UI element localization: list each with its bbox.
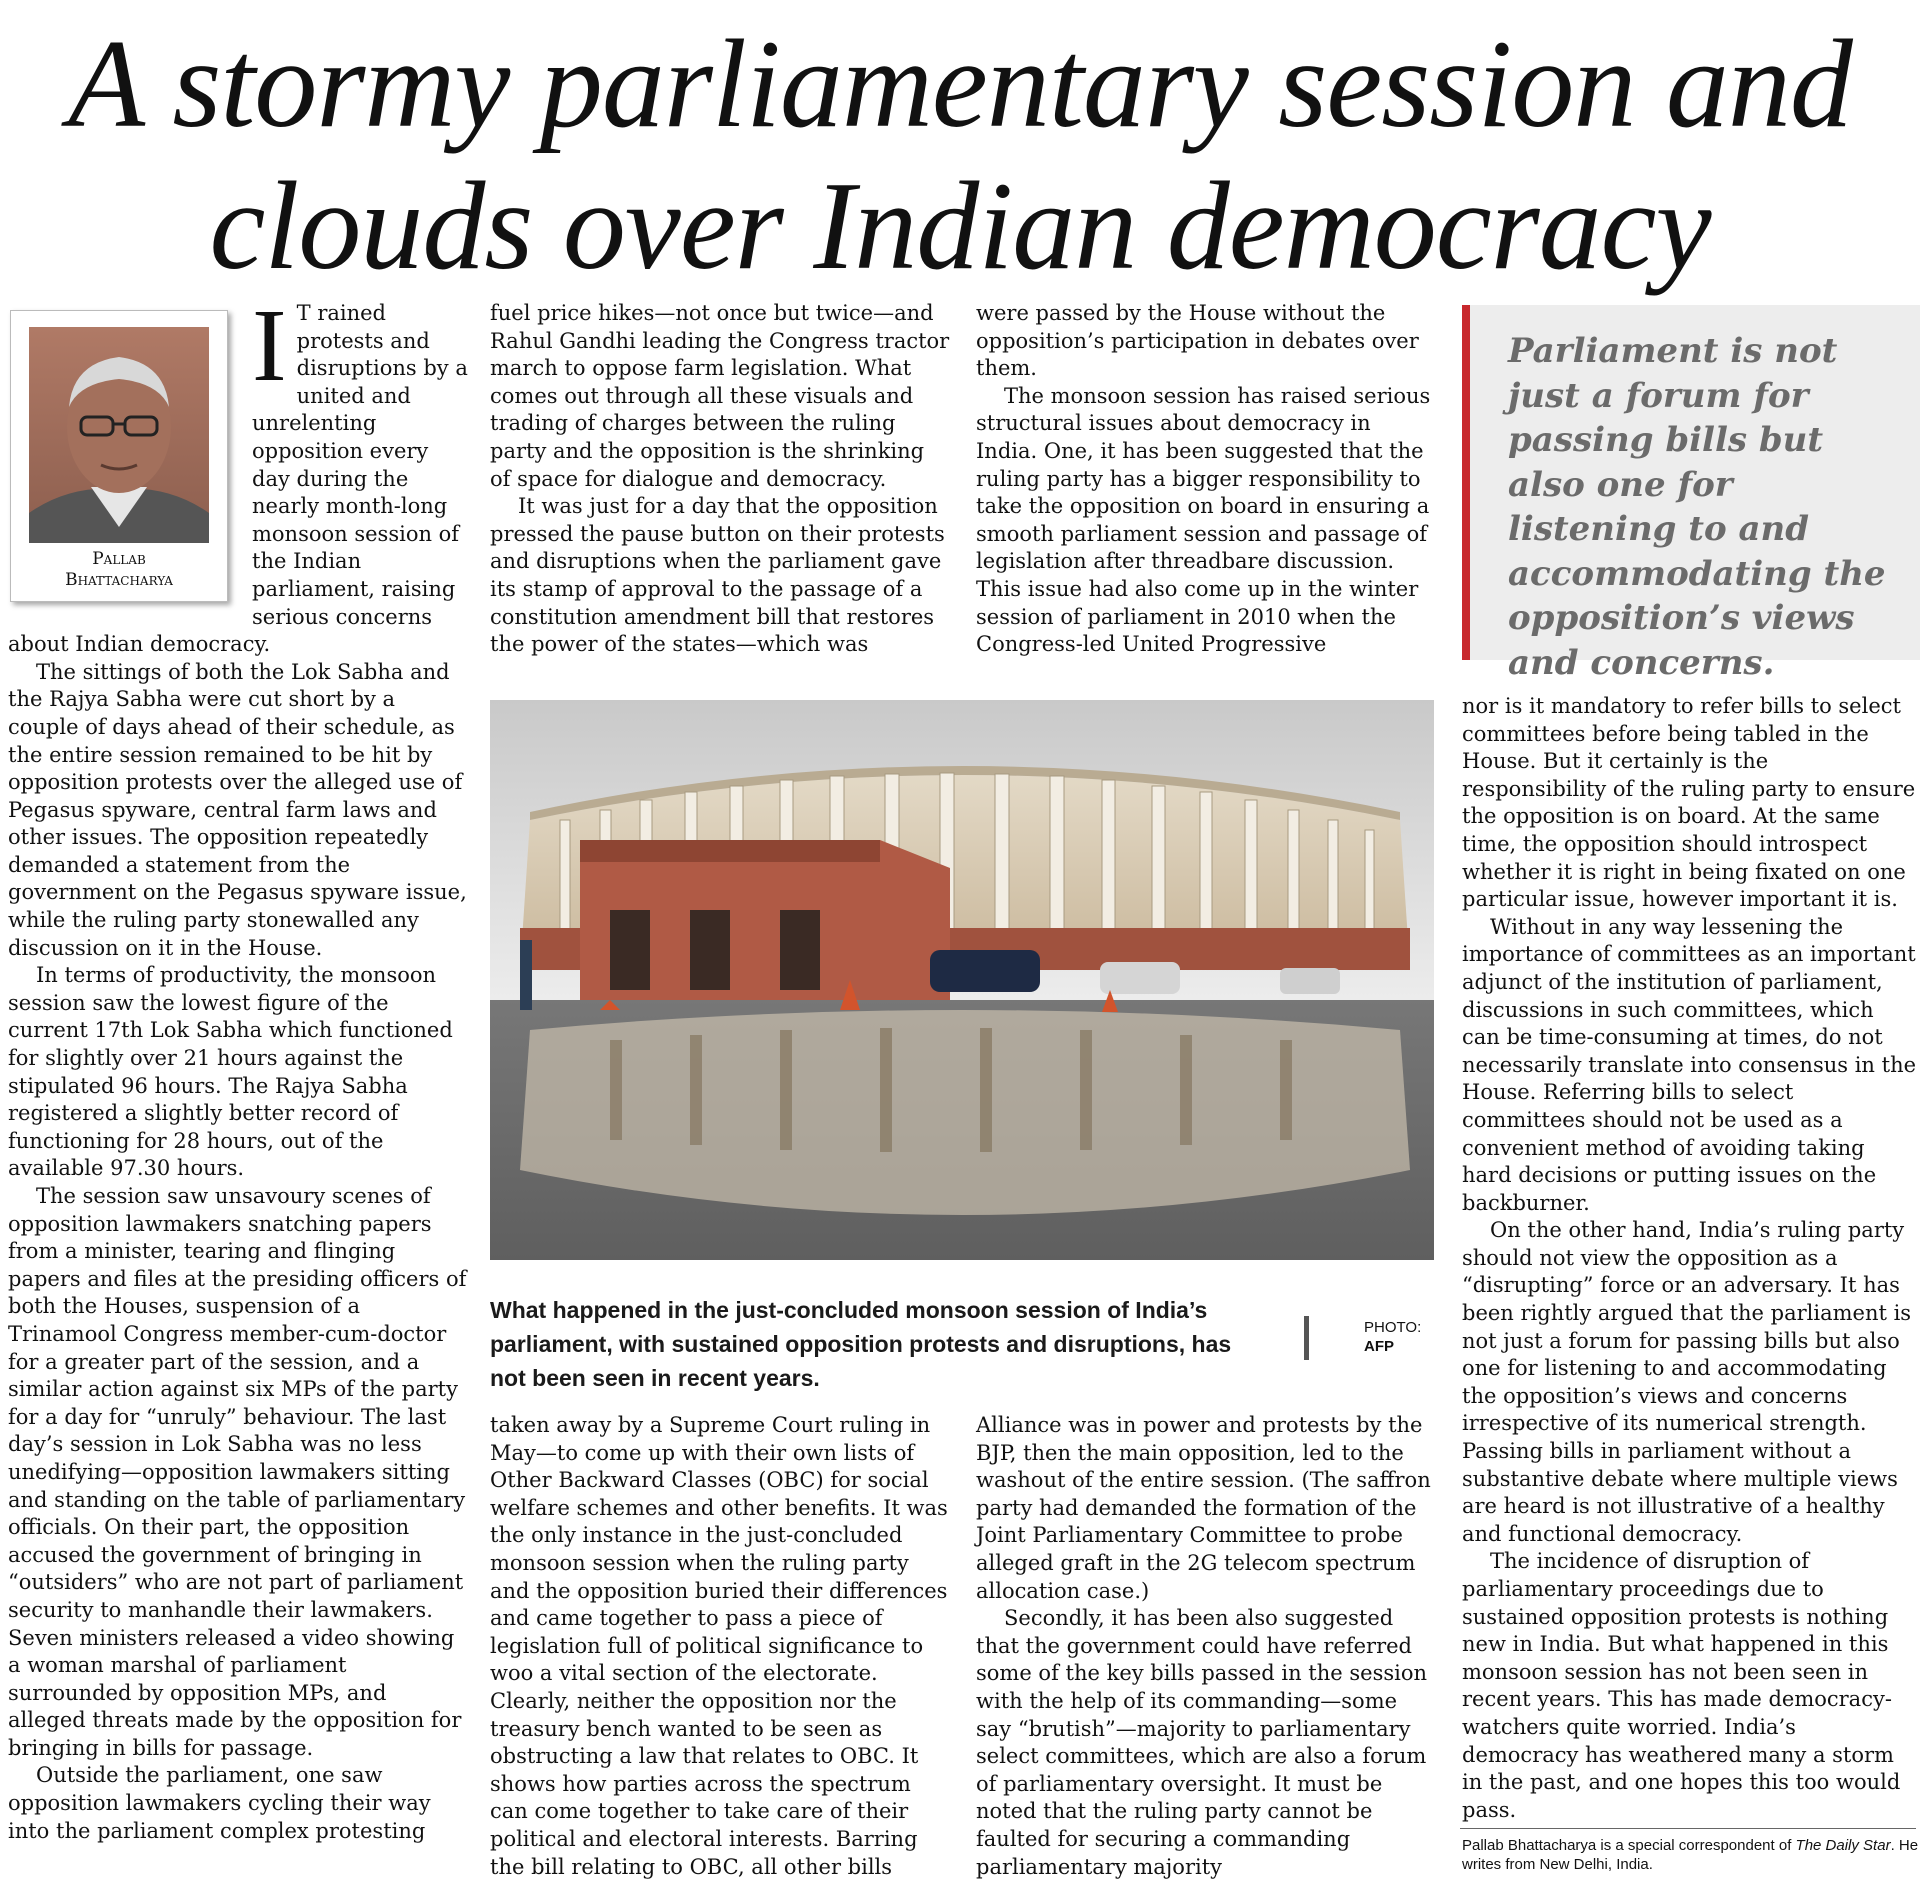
column-4 [1462,693,1918,1824]
paragraph-3: In terms of productivity, the monsoon session saw the lowest figure of the current 17th Lok Sabha which functioned for slightly over 21 hours against the stipulated 96 hours. The Rajya Sabha registered a slightly better record of functioning for 28 hours, out of the available 97.30 hours. [8,963,453,1181]
drop-cap: I [252,288,287,403]
author-bio [1462,1836,1920,1874]
paragraph-c2-bottom-cont: taken away by a Supreme Court ruling in May—to come up with their own lists of Other Backward Classes (OBC) for social welfare schemes and other benefits. It was the only instance in the just-concluded monsoon session when the ruling party and the opposition buried their differences and came together to pass a piece of legislation full of political significance to woo a vital section of the electorate. Clearly, neither the opposition nor the treasury bench wanted to be seen as obstructing a law that relates to OBC. It shows how parties across the spectrum can come together to take care of their political and electoral interests. Barring the bill relating to OBC, all other bills [490,1413,948,1879]
headline [0,14,1920,298]
paragraph-c2-cont: fuel price hikes—not once but twice—and Rahul Gandhi leading the Congress tractor march to oppose farm legislation. What comes out through all these visuals and trading of charges between the ruling party and the opposition is the shrinking of space for dialogue and democracy. [490,301,950,491]
paragraph-2: The sittings of both the Lok Sabha and the Rajya Sabha were cut short by a couple of days ahead of their schedule, as the entire session remained to be hit by opposition protests over the alleged use of Pegasus spyware, central farm laws and other issues. The opposition repeatedly demanded a statement from the government on the Pegasus spyware issue, while the ruling party stonewalled any discussion on it in the House. [8,659,467,960]
paragraph-c3-bottom-2: Secondly, it has been also suggested that the government could have referred some of the key bills passed in the session with the help of its commanding—some say “brutish”—majority to parliamentary select committees, which are also a forum of parliamentary oversight. It must be noted that the ruling party cannot be faulted for securing a commanding parliamentary majority [976,1606,1428,1879]
paragraph-5: Outside the parliament, one saw opposition lawmakers cycling their way into the parliament complex protesting [8,1763,431,1843]
bio-newspaper-name: The Daily Star [1795,1837,1891,1854]
paragraph-c3-bottom-cont: Alliance was in power and protests by the BJP, then the main opposition, led to the washout of the entire session. (The saffron party had demanded the formation of the Joint Parliamentary Committee to probe alleged graft in the 2G telecom spectrum allocation case.) [976,1413,1431,1603]
photo-credit-label: PHOTO: [1364,1319,1422,1336]
paragraph-c4-cont: nor is it mandatory to refer bills to select committees before being tabled in the House. But it certainly is the responsibility of the ruling party to ensure the opposition is on board. At the same time, the opposition should introspect whether it is right in being fixated on one particular issue, however important it is. [1462,694,1916,912]
column-3-bottom [976,1412,1438,1881]
paragraph-1-text: T rained protests and disruptions by a united and unrelenting opposition every day during the nearly month-long monsoon session of the Indian parliament, raising serious concerns about Indian democracy. [8,301,468,657]
column-1 [8,288,468,1890]
paragraph-c2-2: It was just for a day that the opposition pressed the pause button on their protests and disruptions when the parliament gave its stamp of approval to the passage of a constitution amendment bill that restores the power of the states—which was [490,494,945,657]
column-2-bottom [490,1412,950,1881]
paragraph-4: The session saw unsavoury scenes of opposition lawmakers snatching papers from a minister, tearing and flinging papers and files at the presiding officers of both the Houses, suspension of a Trinamool Congress member-cum-doctor for a greater part of the session, and a similar action against six MPs of the party for a day for “unruly” behaviour. The last day’s session in Lok Sabha was no less unedifying—opposition lawmakers sitting and standing on the table of parliamentary officials. On their part, the opposition accused the government of bringing in “outsiders” who are not part of parliament security to manhandle their lawmakers. Seven ministers released a video showing a woman marshal of parliament surrounded by opposition MPs, and alleged threats made by the opposition for bringing in bills for passage. [8,1184,467,1760]
author-box-spacer [8,300,252,626]
bio-divider [1460,1828,1916,1829]
photo-credit [1364,1318,1444,1356]
bio-text-end: . He writes from New Delhi, India. [1462,1837,1919,1873]
paragraph-c4-4: The incidence of disruption of parliamentary proceedings due to sustained opposition protests is nothing new in India. But what happened in this monsoon session has not been seen in recent years. This has made democracy-watchers quite worried. India’s democracy has weathered many a storm in the past, and one hopes this too would pass. [1462,1549,1901,1822]
credit-divider [1304,1316,1309,1360]
paragraph-c3-2: The monsoon session has raised serious structural issues about democracy in India. One, it has been suggested that the ruling party has a bigger responsibility to take the opposition on board in ensuring a smooth parliament session and passage of legislation after threadbare discussion. This issue had also come up in the winter session of parliament in 2010 when the Congress-led United Progressive [976,383,1431,657]
column-3-top [976,300,1438,659]
pull-quote: Parliament is not just a forum for passing bills but also one for listening to and accommodating the opposition’s views and concerns. [1462,305,1920,660]
paragraph-c4-3: On the other hand, India’s ruling party should not view the opposition as a “disrupting” force or an adversary. It has been rightly argued that the parliament is not just a forum for passing bills but also one for listening to and accommodating the opposition’s views and concerns irrespective of its numerical strength. Passing bills in parliament without a substantive debate where multiple views are heard is not illustrative of a healthy and functional democracy. [1462,1218,1912,1546]
photo-caption: What happened in the just-concluded monsoon session of India’s parliament, with sustained opposition protests and disruptions, has not been seen in recent years. [490,1297,1232,1391]
photo-credit-agency: AFP [1364,1338,1394,1355]
headline-line-1: A stormy parliamentary session and [68,15,1852,154]
parliament-photo [490,700,1434,1260]
bio-text-start: Pallab Bhattacharya is a special correspondent of [1462,1837,1796,1854]
column-2-top [490,300,950,659]
headline-line-2: clouds over Indian democracy [209,157,1711,296]
author-first-name: Pallab [92,549,146,569]
paragraph-c3-cont: were passed by the House without the opposition’s participation in debates over them. [976,301,1419,381]
paragraph-c4-2: Without in any way lessening the importance of committees as an important adjunct of the institution of parliament, discussions in such committees, which can be time-consuming at times, do not necessarily translate into consensus in the House. Referring bills to select committees should not be used as a convenient method of avoiding taking hard decisions or putting issues on the backburner. [1462,914,1917,1215]
author-last-name: Bhattacharya [65,570,173,590]
